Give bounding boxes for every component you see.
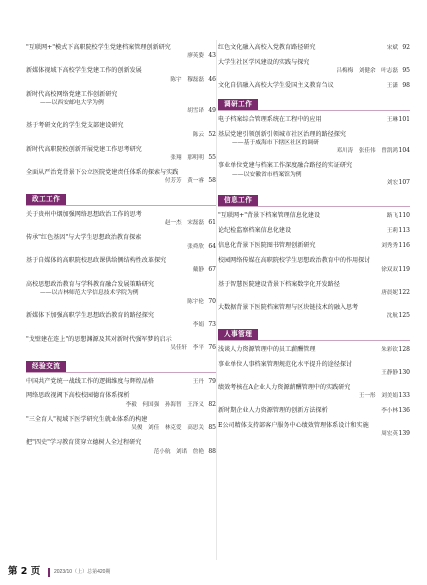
entry-page-number: 104 xyxy=(398,147,410,155)
toc-entry[interactable] xyxy=(218,346,410,354)
toc-entry[interactable] xyxy=(26,378,216,386)
entry-author: 刘宏 xyxy=(386,180,398,187)
toc-entry[interactable] xyxy=(26,312,216,329)
entry-author: 刘秀秀 xyxy=(381,243,398,250)
entry-title: 红色文化融入高校入党教育路径研究 xyxy=(218,44,316,51)
entry-page-number: 85 xyxy=(208,424,216,432)
entry-page-number: 107 xyxy=(398,179,410,187)
entry-author: 吴俊 刘佳 林克爱 高思关 xyxy=(131,425,204,432)
entry-title: 新时代高职院校创新开展党建工作思考研究 xyxy=(26,145,142,153)
toc-entry[interactable] xyxy=(218,162,410,187)
entry-page-number: 67 xyxy=(208,265,216,273)
toc-entry[interactable] xyxy=(26,91,216,116)
toc-entry[interactable] xyxy=(26,122,216,139)
entry-page-number: 76 xyxy=(208,344,216,352)
entry-author: 陈云 xyxy=(192,131,204,138)
entry-title: 事业单位党建与档案工作深度融合路径的实证研究 xyxy=(218,162,353,170)
entry-title: 校园网络传媒在高职院校学生思想政治教育中的作用探讨 xyxy=(218,257,371,265)
toc-entry[interactable] xyxy=(26,146,216,163)
entry-page-number: 88 xyxy=(208,447,216,455)
entry-author: 沈航 xyxy=(386,313,398,320)
entry-title: 大数据背景下医院档案管理与区块链技术的融入思考 xyxy=(218,303,359,311)
entry-page-number: 49 xyxy=(208,107,216,115)
entry-title: 把"四史"学习教育贯穿立德树人全过程研究 xyxy=(26,439,142,447)
column-divider xyxy=(216,40,217,560)
entry-page-number: 116 xyxy=(398,242,410,250)
entry-page-number: 122 xyxy=(398,288,410,296)
toc-entry[interactable] xyxy=(26,211,216,228)
entry-author: 王丹 xyxy=(192,378,204,385)
entry-page-number: 82 xyxy=(208,400,216,408)
entry-author: 李毅 何国强 孙海智 王泽义 xyxy=(125,401,204,408)
section-header-experience xyxy=(26,361,216,373)
entry-author: 徐双双 xyxy=(381,266,398,273)
entry-author: 张舜欣 xyxy=(187,243,204,250)
entry-author: 廖英姿 xyxy=(187,53,204,60)
left-group-2 xyxy=(26,211,216,353)
section-title: 信息工作 xyxy=(218,195,258,206)
toc-entry[interactable] xyxy=(218,304,410,321)
entry-author: 李娟 xyxy=(192,321,204,328)
entry-author: 王一彤 刘美娟 xyxy=(358,393,398,400)
toc-entry[interactable] xyxy=(26,336,216,353)
page-footer xyxy=(0,565,427,579)
entry-author: 陈宇 穆磊磊 xyxy=(170,76,204,83)
toc-entry[interactable] xyxy=(218,361,410,378)
section-title: 调研工作 xyxy=(218,99,258,110)
entry-author: 路飞 xyxy=(386,213,398,220)
right-group-3 xyxy=(218,212,410,320)
toc-entry[interactable] xyxy=(26,67,216,84)
entry-page-number: 55 xyxy=(208,154,216,162)
entry-title: 基层党建引领创新引领城市社区治理的路径探究 xyxy=(218,130,346,138)
entry-page-number: 52 xyxy=(208,130,216,138)
entry-page-number: 64 xyxy=(208,242,216,250)
entry-author: 吕梅梅 刘健余 叶志磊 xyxy=(336,68,398,75)
entry-page-number: 139 xyxy=(398,430,410,438)
entry-title: 基于自媒体的高职院校思政课供给侧结构性改革探究 xyxy=(26,257,167,265)
toc-entry[interactable] xyxy=(218,59,410,76)
entry-title: 论纪检监察档案信息化建设 xyxy=(218,227,292,235)
entry-page-number: 113 xyxy=(398,227,410,235)
entry-author: 朱彩钦 xyxy=(381,346,398,353)
section-title: 人事管理 xyxy=(218,329,258,340)
entry-title: "互联网+"模式下高职院校学生党建档案管理创新研究 xyxy=(26,44,171,51)
left-column xyxy=(26,44,216,456)
right-group-2 xyxy=(218,116,410,188)
entry-title: 基于考研文化的学生党支部建设研究 xyxy=(26,122,124,130)
entry-subtitle: ——以安徽省市档案馆为例 xyxy=(232,171,302,178)
entry-subtitle: ——以西安邮电大学为例 xyxy=(40,100,104,107)
entry-author: 付芳芳 黄一睿 xyxy=(164,178,204,185)
toc-entry[interactable] xyxy=(218,242,410,250)
toc-entry[interactable] xyxy=(26,281,216,306)
page-number: 第 2 页 xyxy=(8,566,41,577)
entry-author: 王琳 xyxy=(386,116,398,123)
footer-accent-bar xyxy=(48,568,50,577)
toc-entry[interactable] xyxy=(218,131,410,156)
entry-title: 新媒体视域下高校学生党建工作的创新发展 xyxy=(26,67,142,75)
entry-author: 王静静 xyxy=(381,369,398,376)
entry-title: 传承"红色基因"与大学生思想政治教育探索 xyxy=(26,234,142,242)
entry-author: 唐晨妮 xyxy=(381,289,398,296)
entry-title: "戈壁建在连上"的思想渊源及其对新时代强军梦的启示 xyxy=(26,335,172,343)
entry-author: 邓川涛 张佳伟 曾凯鸿 xyxy=(336,148,398,155)
section-header-personnel xyxy=(218,329,410,341)
entry-author: 陈宇伦 xyxy=(187,298,204,305)
entry-page-number: 95 xyxy=(402,67,410,75)
section-header-information xyxy=(218,195,410,207)
entry-page-number: 101 xyxy=(398,115,410,123)
entry-author: 宋斌 xyxy=(386,45,398,51)
entry-page-number: 110 xyxy=(398,212,410,220)
toc-entry[interactable] xyxy=(26,169,216,186)
entry-page-number: 128 xyxy=(398,345,410,353)
issue-info: 2023/10（上）总第420期 xyxy=(54,569,111,575)
right-group-4 xyxy=(218,346,410,439)
right-column xyxy=(218,44,410,439)
toc-entry[interactable] xyxy=(218,212,410,220)
entry-title: 网络思政视阈下高校校园德育体系探析 xyxy=(26,392,130,400)
entry-author: 胡雪译 xyxy=(187,108,204,115)
entry-title: 基于智慧医院建设背景下档案数字化开发路径 xyxy=(218,280,340,288)
entry-title: 信息化背景下医院图书管理创新研究 xyxy=(218,242,316,250)
toc-entry[interactable] xyxy=(26,234,216,251)
entry-title: 新时代高校网络党建工作创新研究 xyxy=(26,90,118,98)
entry-title: 电子档案综合管理系统在工程中的应用 xyxy=(218,115,322,123)
entry-title: 关于贵州中烟加强网络思想政治工作的思考 xyxy=(26,210,142,218)
entry-title: "互联网+"背景下档案管理信息化建设 xyxy=(218,212,321,220)
entry-author: 李小林 xyxy=(381,408,398,415)
right-group-1 xyxy=(218,44,410,91)
toc-entry[interactable] xyxy=(218,82,410,90)
entry-title: 文化自信融入高校大学生爱国主义教育刍议 xyxy=(218,82,334,90)
entry-author: 王潇 xyxy=(386,83,398,90)
entry-page-number: 61 xyxy=(208,219,216,227)
entry-page-number: 98 xyxy=(402,82,410,90)
toc-entry[interactable] xyxy=(218,407,410,415)
entry-page-number: 73 xyxy=(208,320,216,328)
section-header-politics xyxy=(26,194,216,206)
entry-author: 范小航 刘诺 詹艳 xyxy=(153,448,204,455)
toc-entry[interactable] xyxy=(26,416,216,433)
entry-page-number: 130 xyxy=(398,368,410,376)
entry-page-number: 46 xyxy=(208,75,216,83)
entry-author: 周宏英 xyxy=(381,431,398,438)
entry-title: 绩效考核在A企业人力资源薪酬管理中的实践研究 xyxy=(218,383,351,391)
entry-page-number: 133 xyxy=(398,392,410,400)
entry-page-number: 136 xyxy=(398,407,410,415)
left-group-3 xyxy=(26,378,216,456)
entry-title: 新时期企业人力资源管理的创新方法探析 xyxy=(218,407,328,415)
section-title: 政工工作 xyxy=(26,194,66,205)
entry-page-number: 92 xyxy=(402,44,410,51)
entry-author: 赵一杰 宋磊磊 xyxy=(164,220,204,227)
entry-title: 高校思想政治教育与学科教育融合发展策略研究 xyxy=(26,280,154,288)
section-header-research xyxy=(218,99,410,111)
toc-entry[interactable] xyxy=(218,227,410,235)
entry-subtitle: ——基于威海市下辖区社区的调研 xyxy=(232,139,319,146)
entry-title: 事业单位人事档案管理规范化水平提升的途径探讨 xyxy=(218,360,353,368)
entry-page-number: 43 xyxy=(208,52,216,60)
toc-entry[interactable] xyxy=(26,257,216,274)
toc-entry[interactable] xyxy=(26,44,216,61)
toc-entry[interactable] xyxy=(26,439,216,456)
entry-title: 全面从严治党背景下公立医院党建责任体系的探索与实践 xyxy=(26,168,179,176)
entry-title: "三全育人"视域下医学研究生就业体系的构建 xyxy=(26,415,148,423)
toc-entry[interactable] xyxy=(26,392,216,409)
entry-page-number: 79 xyxy=(208,377,216,385)
toc-entry[interactable] xyxy=(218,422,410,439)
entry-title: 新媒体下加强高职学生思想政治教育的路径探究 xyxy=(26,312,154,320)
entry-title: 浅谈人力资源管理中的员工薪酬管理 xyxy=(218,345,316,353)
entry-title: E公司精体支持部客户服务中心绩效管理体系设计和实施 xyxy=(218,422,369,430)
entry-author: 吴佳轩 李平 xyxy=(170,345,204,352)
left-group-1 xyxy=(26,44,216,186)
toc-entry[interactable] xyxy=(218,281,410,298)
entry-author: 王莉 xyxy=(386,228,398,235)
entry-title: 中国共产党统一战线工作的逻辑维度与辉煌品格 xyxy=(26,377,154,385)
entry-author: 戴静 xyxy=(192,266,204,273)
section-title: 经验交流 xyxy=(26,361,66,372)
toc-entry[interactable] xyxy=(218,257,410,274)
entry-page-number: 58 xyxy=(208,177,216,185)
entry-page-number: 70 xyxy=(208,297,216,305)
toc-entry[interactable] xyxy=(218,44,410,52)
toc-entry[interactable] xyxy=(218,116,410,124)
entry-subtitle: ——以吉林师范大学信息技术学院为例 xyxy=(40,290,139,297)
entry-page-number: 119 xyxy=(398,265,410,273)
entry-title: 大学生社区学风建设的实践与探究 xyxy=(218,58,310,66)
toc-entry[interactable] xyxy=(218,384,410,401)
entry-page-number: 125 xyxy=(398,312,410,320)
entry-author: 张翔 那明明 xyxy=(170,155,204,162)
